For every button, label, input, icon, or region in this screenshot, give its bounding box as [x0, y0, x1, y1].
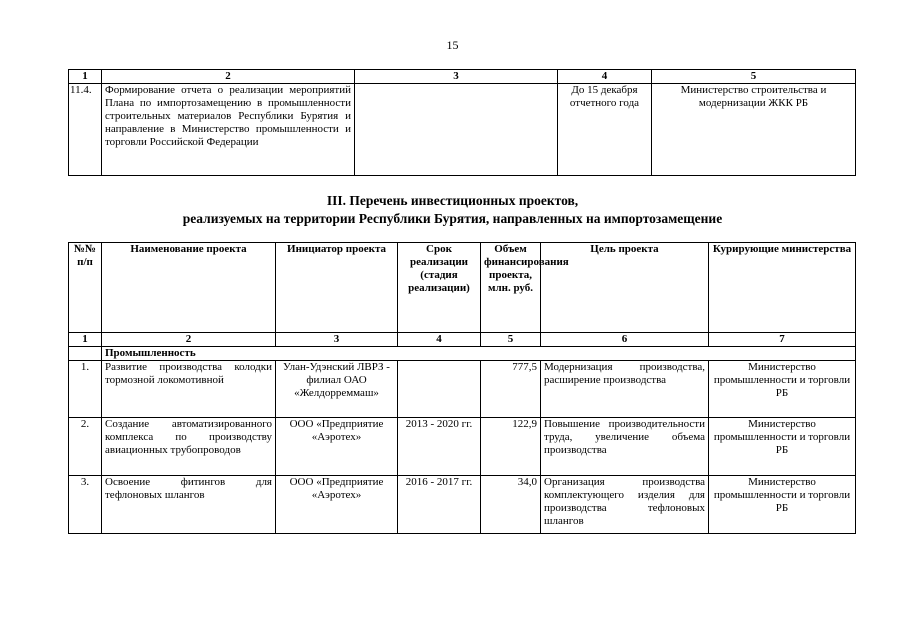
project-goal: Организация производства комплектующего изделия для производства тефлоновых шлангов	[541, 476, 709, 534]
header-term: Срок реализации (стадия реализации)	[398, 243, 481, 333]
header-goal: Цель проекта	[541, 243, 709, 333]
project-name: Создание автоматизированного комплекса по производству авиационных трубопроводов	[102, 418, 276, 476]
table2-col-number: 6	[541, 333, 709, 347]
table1-col-number: 5	[652, 70, 856, 84]
section-title-line1: III. Перечень инвестиционных проектов,	[326, 193, 579, 208]
project-initiator: Улан-Удэнский ЛВРЗ - филиал ОАО «Желдорреммаш»	[276, 361, 398, 418]
table2-column-numbers	[69, 333, 856, 347]
investment-projects-table	[68, 242, 856, 534]
header-num: №№ п/п	[69, 243, 102, 333]
table1-col-number: 1	[69, 70, 102, 84]
group-row	[69, 347, 856, 361]
table2-col-number: 1	[69, 333, 102, 347]
project-initiator: ООО «Предприятие «Аэротех»	[276, 476, 398, 534]
table2-header-row	[69, 243, 856, 333]
header-initiator: Инициатор проекта	[276, 243, 398, 333]
project-volume: 777,5	[481, 361, 541, 418]
table2-col-number: 7	[709, 333, 856, 347]
row-number: 1.	[69, 361, 102, 418]
table1-column-numbers	[69, 70, 856, 84]
project-ministry: Министерство промышленности и торговли РБ	[709, 418, 856, 476]
table2-col-number: 4	[398, 333, 481, 347]
project-volume: 34,0	[481, 476, 541, 534]
table2-col-number: 2	[102, 333, 276, 347]
project-name: Развитие производства колодки тормозной локомотивной	[102, 361, 276, 418]
project-name: Освоение фитингов для тефлоновых шлангов	[102, 476, 276, 534]
project-initiator: ООО «Предприятие «Аэротех»	[276, 418, 398, 476]
project-term: 2016 - 2017 гг.	[398, 476, 481, 534]
plan-table-continuation	[68, 69, 856, 176]
table-row	[69, 476, 856, 534]
group-label: Промышленность	[102, 347, 856, 361]
table2-col-number: 5	[481, 333, 541, 347]
header-ministry: Курирующие министерства	[709, 243, 856, 333]
section-title	[0, 192, 905, 228]
section-title-line2: реализуемых на территории Республики Бурятия, направленных на импортозамещение	[182, 211, 723, 226]
table1-col-number: 3	[355, 70, 558, 84]
table1-col-number: 2	[102, 70, 355, 84]
table1-row	[69, 84, 856, 176]
project-goal: Повышение производительности труда, увеличение объема производства	[541, 418, 709, 476]
measure-text: Формирование отчета о реализации мероприятий Плана по импортозамещению в промышленности строительных материалов Республики Бурятия и направление в Министерство промышленности и торговли Российской Федерации	[102, 84, 355, 176]
header-volume: Объем финансирования проекта, млн. руб.	[481, 243, 541, 333]
table2-col-number: 3	[276, 333, 398, 347]
row-number: 2.	[69, 418, 102, 476]
deadline-text: До 15 декабря отчетного года	[558, 84, 652, 176]
project-volume: 122,9	[481, 418, 541, 476]
empty-cell	[69, 347, 102, 361]
project-term	[398, 361, 481, 418]
row-number: 3.	[69, 476, 102, 534]
empty-cell	[355, 84, 558, 176]
row-number: 11.4.	[69, 84, 102, 176]
table-row	[69, 361, 856, 418]
project-ministry: Министерство промышленности и торговли РБ	[709, 361, 856, 418]
project-ministry: Министерство промышленности и торговли РБ	[709, 476, 856, 534]
table1-col-number: 4	[558, 70, 652, 84]
project-term: 2013 - 2020 гг.	[398, 418, 481, 476]
table-row	[69, 418, 856, 476]
header-name: Наименование проекта	[102, 243, 276, 333]
project-goal: Модернизация производства, расширение производства	[541, 361, 709, 418]
page-number: 15	[446, 38, 459, 52]
executor-text: Министерство строительства и модернизации ЖКК РБ	[652, 84, 856, 176]
